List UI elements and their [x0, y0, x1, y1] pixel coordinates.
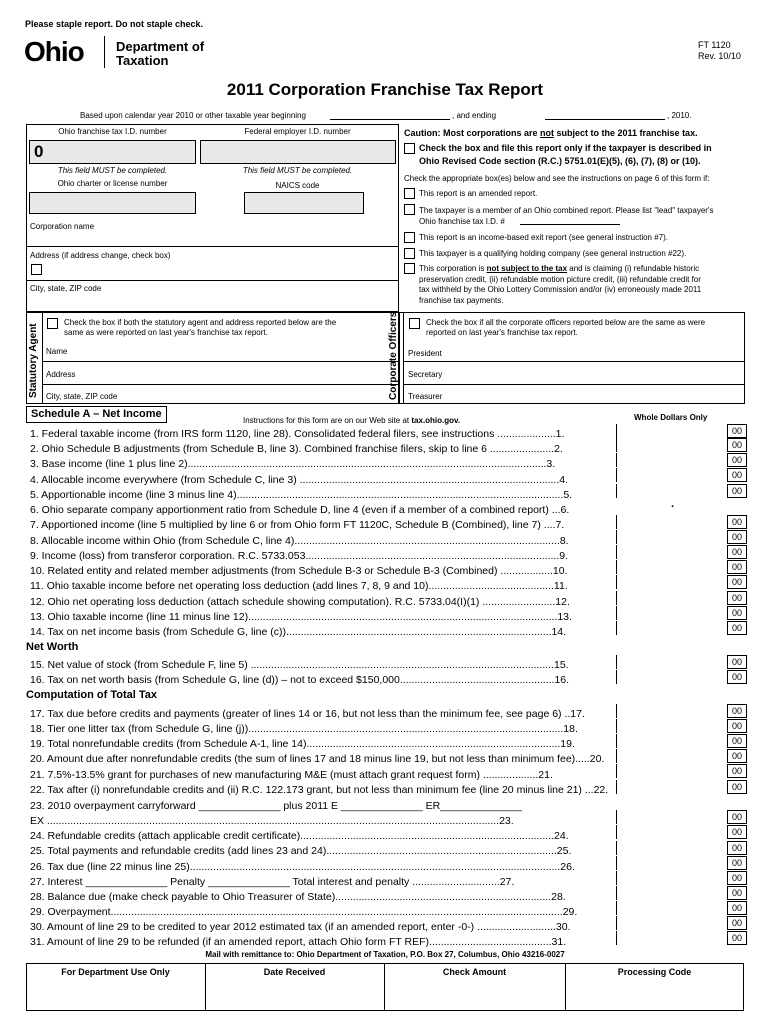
cents-box: 00 — [727, 825, 747, 839]
amount-input[interactable] — [616, 575, 727, 589]
line-item: 5. Apportionable income (line 3 minus line 4)................................................................................................................5. — [30, 489, 573, 501]
cents-box: 00 — [727, 575, 747, 589]
check-instruction: Check the appropriate box(es) below and see the instructions on page 6 of this form if: — [404, 174, 710, 183]
line-item: 9. Income (loss) from transferor corporation. R.C. 5733.053.......................................................................................9. — [30, 550, 569, 562]
officers-same-checkbox[interactable] — [409, 318, 420, 329]
amount-input[interactable] — [616, 734, 727, 748]
agent-address-label: Address — [46, 370, 76, 379]
check-amount-label: Check Amount — [442, 967, 507, 977]
cents-box: 00 — [727, 438, 747, 452]
amount-input[interactable] — [616, 749, 727, 763]
line-item: 11. Ohio taxable income before net operating loss deduction (add lines 7, 8, 9 and 10)...........................................11. — [30, 580, 568, 592]
cents-box: 00 — [727, 515, 747, 529]
line-item: 18. Tier one litter tax (from Schedule G, line (j))............................................................................................................18. — [30, 723, 578, 735]
cents-box: 00 — [727, 734, 747, 748]
cents-box: 00 — [727, 810, 747, 824]
franchise-note: This field MUST be completed. — [57, 166, 168, 175]
amount-input[interactable] — [616, 606, 727, 620]
amount-input[interactable] — [616, 856, 727, 870]
schedule-a-title: Schedule A – Net Income — [26, 406, 167, 423]
mail-to: Mail with remittance to: Ohio Department of Taxation, P.O. Box 27, Columbus, Ohio 43216-0027 — [205, 950, 565, 959]
year-line-a: Based upon calendar year 2010 or other taxable year beginning — [80, 111, 306, 120]
holding-checkbox[interactable] — [404, 248, 415, 259]
naics-label: NAICS code — [275, 181, 320, 190]
refundable-checkbox[interactable] — [404, 263, 415, 274]
line-item: 20. Amount due after nonrefundable credits (the sum of lines 17 and 18 minus line 19, but not less than minimum fee).....20. — [30, 753, 605, 765]
amount-input[interactable] — [616, 704, 727, 718]
cents-box: 00 — [727, 856, 747, 870]
amount-input[interactable] — [616, 780, 727, 794]
amount-input[interactable] — [616, 468, 727, 482]
cents-box: 00 — [727, 484, 747, 498]
ratio-decimal: . — [671, 498, 675, 510]
staple-note: Please staple report. Do not staple check. — [25, 19, 204, 29]
form-code: FT 1120 Rev. 10/10 — [698, 40, 741, 61]
combined-checkbox[interactable] — [404, 204, 415, 215]
fein-label: Federal employer I.D. number — [244, 127, 351, 136]
line-item: 12. Ohio net operating loss deduction (attach schedule showing computation). R.C. 5733.04(I)(1) .........................12. — [30, 596, 570, 608]
line-item: 17. Tax due before credits and payments (greater of lines 14 or 16, but not less than the minimum fee, see page 6) ..17. — [30, 708, 585, 720]
amount-input[interactable] — [616, 901, 727, 915]
cents-box: 00 — [727, 916, 747, 930]
line-item: 6. Ohio separate company apportionment ratio from Schedule D, line 4 (even if a member of a combined report) ...6. — [30, 504, 570, 516]
divider — [403, 312, 404, 404]
line-item: EX ...........................................................................................................................................................23. — [30, 815, 514, 827]
agent-name-label: Name — [46, 347, 68, 356]
cents-box: 00 — [727, 468, 747, 482]
opt-amended: This report is an amended report. — [419, 189, 538, 198]
amount-input[interactable] — [616, 591, 727, 605]
address-label: Address (if address change, check box) — [30, 251, 171, 260]
dept-use-label: For Department Use Only — [61, 967, 170, 977]
line-item: 28. Balance due (make check payable to Ohio Treasurer of State)..........................................................................28. — [30, 891, 566, 903]
line-item: 15. Net value of stock (from Schedule F, line 5) ........................................................................................................15. — [30, 659, 569, 671]
divider — [43, 361, 398, 362]
subject-checkbox[interactable] — [404, 143, 415, 154]
cents-box: 00 — [727, 655, 747, 669]
address-change-checkbox[interactable] — [31, 264, 42, 275]
opt-exit: This report is an income-based exit report (see general instruction #7). — [419, 233, 669, 242]
amount-input[interactable] — [616, 719, 727, 733]
opt-combined: The taxpayer is a member of an Ohio combined report. Please list "lead" taxpayer's Ohio franchise tax I.D. # — [419, 206, 714, 226]
amount-input[interactable] — [616, 545, 727, 559]
city-label: City, state, ZIP code — [30, 284, 102, 293]
amount-input[interactable] — [616, 670, 727, 684]
cents-box: 00 — [727, 545, 747, 559]
line-item: 16. Tax on net worth basis (from Schedule G, line (d)) – not to exceed $150,000.....................................................16. — [30, 674, 570, 686]
amount-input[interactable] — [616, 931, 727, 945]
end-date-field[interactable] — [545, 119, 665, 120]
cents-box: 00 — [727, 780, 747, 794]
line-item: 29. Overpayment...........................................................................................................................................................29. — [30, 906, 578, 918]
cents-box: 00 — [727, 901, 747, 915]
amount-input[interactable] — [616, 886, 727, 900]
amount-input[interactable] — [616, 841, 727, 855]
charter-input[interactable] — [29, 192, 196, 214]
cents-box: 00 — [727, 560, 747, 574]
cents-box: 00 — [727, 453, 747, 467]
whole-dollars-label: Whole Dollars Only — [634, 413, 708, 422]
lead-id-field[interactable] — [520, 224, 620, 225]
net-worth-heading: Net Worth — [26, 641, 79, 653]
charter-label: Ohio charter or license number — [57, 179, 168, 188]
line-item: 27. Interest ______________ Penalty ______________ Total interest and penalty ..............................27. — [30, 876, 515, 888]
president-label: President — [408, 349, 442, 358]
date-received-label: Date Received — [263, 967, 326, 977]
line-item: 22. Tax after (i) nonrefundable credits and (ii) R.C. 122.173 grant, but not less than minimum fee (line 20 minus line 21) ...22. — [30, 784, 609, 796]
cents-box: 00 — [727, 931, 747, 945]
line-item: 2. Ohio Schedule B adjustments (from Schedule B, line 3). Combined franchise filers, skip to line 6 ......................2. — [30, 443, 563, 455]
caution-title: Caution: Most corporations are not subject to the 2011 franchise tax. — [404, 128, 698, 138]
fein-note: This field MUST be completed. — [242, 166, 353, 175]
line-item: 19. Total nonrefundable credits (from Schedule A-1, line 14).......................................................................................19. — [30, 738, 575, 750]
divider — [42, 312, 43, 404]
cents-box: 00 — [727, 606, 747, 620]
ohio-logo: Ohio — [24, 36, 84, 67]
line-item: 30. Amount of line 29 to be credited to year 2012 estimated tax (if an amended report, enter -0-) ...........................30. — [30, 921, 571, 933]
amount-input[interactable] — [616, 530, 727, 544]
amount-input[interactable] — [616, 515, 727, 529]
line-item: 4. Allocable income everywhere (from Schedule C, line 3) .........................................................................................4. — [30, 474, 569, 486]
line-item: 21. 7.5%-13.5% grant for purchases of new manufacturing M&E (must attach grant request form) ...................21. — [30, 769, 553, 781]
divider — [27, 246, 398, 247]
officers-side-label: Corporate Officers — [388, 311, 399, 400]
cents-box: 00 — [727, 871, 747, 885]
secretary-label: Secretary — [408, 370, 443, 379]
cents-box: 00 — [727, 749, 747, 763]
agent-same-checkbox[interactable] — [47, 318, 58, 329]
line-item: 13. Ohio taxable income (line 11 minus line 12)..........................................................................................................13. — [30, 611, 572, 623]
amount-input[interactable] — [616, 424, 727, 438]
line-item: 31. Amount of line 29 to be refunded (if an amended report, attach Ohio form FT REF)..........................................31. — [30, 936, 567, 948]
agent-city-label: City, state, ZIP code — [46, 392, 118, 401]
cents-box: 00 — [727, 704, 747, 718]
year-line-c: , 2010. — [667, 111, 692, 120]
cents-box: 00 — [727, 591, 747, 605]
agent-check-text: Check the box if both the statutory agent and address reported below are the same as were reported on last year's franchise tax report. — [64, 318, 337, 337]
line-item: 23. 2010 overpayment carryforward ______________ plus 2011 E ______________ ER______________ — [30, 800, 522, 812]
franchise-id-input[interactable] — [29, 140, 196, 164]
amount-input[interactable] — [616, 916, 727, 930]
cents-box: 00 — [727, 530, 747, 544]
cents-box: 00 — [727, 670, 747, 684]
amount-input[interactable] — [616, 871, 727, 885]
amount-input[interactable] — [616, 438, 727, 452]
amount-input[interactable] — [616, 810, 727, 824]
amended-checkbox[interactable] — [404, 188, 415, 199]
amount-input[interactable] — [616, 655, 727, 669]
line-item: 24. Refundable credits (attach applicable credit certificate).......................................................................................24. — [30, 830, 569, 842]
cents-box: 00 — [727, 764, 747, 778]
opt-holding: This taxpayer is a qualifying holding company (see general instruction #22). — [419, 249, 687, 258]
opt-refundable: This corporation is not subject to the tax and is claiming (i) refundable historic preservation credit, (ii) refundable motion picture credit, (iii) refundable credit for tax withheld by the Ohio Lottery Commission and/or (iv) erroneously made 2011 franchise tax payments. — [419, 264, 702, 305]
amount-input[interactable] — [616, 825, 727, 839]
amount-input[interactable] — [616, 560, 727, 574]
line-item: 26. Tax due (line 22 minus line 25)...............................................................................................................................26. — [30, 861, 575, 873]
treasurer-label: Treasurer — [408, 392, 443, 401]
naics-input[interactable] — [244, 192, 364, 214]
fein-input[interactable] — [200, 140, 396, 164]
line-item: 7. Apportioned income (line 5 multiplied by line 6 or from Ohio form FT 1120C, Schedule B (Combined), line 7) ....7. — [30, 519, 565, 531]
amount-input[interactable] — [616, 484, 727, 498]
computation-heading: Computation of Total Tax — [26, 689, 157, 701]
subject-check-text: Check the box and file this report only if the taxpayer is described in Ohio Revised Code section (R.C.) 5751.01(E)(5), (6), (7), (8) or (10). — [419, 143, 712, 166]
logo-divider — [104, 36, 105, 68]
agent-side-label: Statutory Agent — [28, 323, 39, 398]
amount-input[interactable] — [616, 621, 727, 635]
line-item: 10. Related entity and related member adjustments (from Schedule B-3 or Schedule B-3 (Combined) ..................10. — [30, 565, 568, 577]
franchise-prefix: 0 — [34, 142, 44, 161]
corp-name-label: Corporation name — [30, 222, 95, 231]
amount-input[interactable] — [616, 764, 727, 778]
dept-name: Department of Taxation — [116, 39, 205, 68]
processing-code-label: Processing Code — [617, 967, 692, 977]
exit-checkbox[interactable] — [404, 232, 415, 243]
line-item: 1. Federal taxable income (from IRS form 1120, line 28). Consolidated federal filers, see instructions ....................1. — [30, 428, 565, 440]
cents-box: 00 — [727, 719, 747, 733]
begin-date-field[interactable] — [330, 119, 450, 120]
line-item: 8. Allocable income within Ohio (from Schedule C, line 4)...........................................................................................8. — [30, 535, 569, 547]
divider — [27, 280, 398, 281]
line-item: 25. Total payments and refundable credits (add lines 23 and 24)...............................................................................25. — [30, 845, 572, 857]
line-item: 3. Base income (line 1 plus line 2)...........................................................................................................................3. — [30, 458, 556, 470]
cents-box: 00 — [727, 621, 747, 635]
amount-input[interactable] — [616, 453, 727, 467]
cents-box: 00 — [727, 886, 747, 900]
divider — [43, 384, 398, 385]
line-item: 14. Tax on net income basis (from Schedule G, line (c))...........................................................................................14. — [30, 626, 567, 638]
divider — [404, 384, 744, 385]
divider — [404, 361, 744, 362]
cents-box: 00 — [727, 841, 747, 855]
year-line-b: , and ending — [452, 111, 497, 120]
officers-check-text: Check the box if all the corporate officers reported below are the same as were reported on last year's franchise tax report. — [426, 318, 706, 337]
franchise-id-label: Ohio franchise tax I.D. number — [58, 127, 167, 136]
page-title: 2011 Corporation Franchise Tax Report — [226, 80, 544, 99]
cents-box: 00 — [727, 424, 747, 438]
instructions-link-text: Instructions for this form are on our Web site at tax.ohio.gov. — [243, 416, 461, 425]
